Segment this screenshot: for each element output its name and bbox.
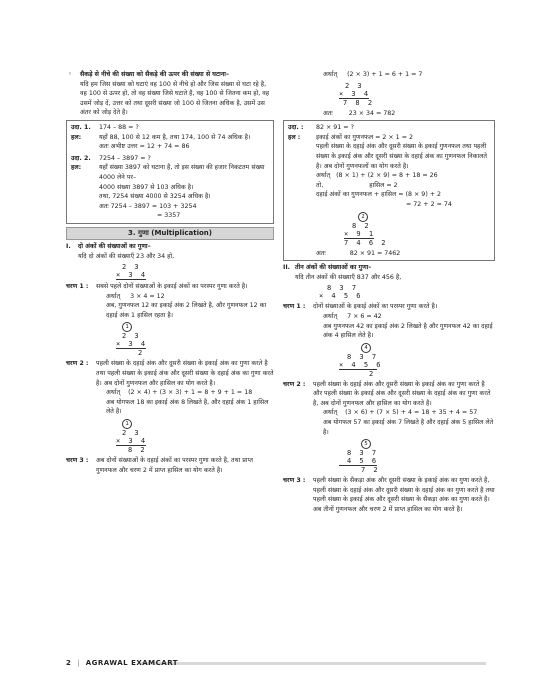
example-2-line-2: तथा, 7254 संख्या 4000 से 3254 अधिक है।	[99, 193, 211, 201]
carry-circle: 5	[361, 439, 371, 449]
right-step-2-calc: अर्थात् (3 × 6) + (7 × 5) + 4 = 18 + 35 + 4 = 57	[323, 409, 478, 417]
example-box-subtraction	[66, 120, 274, 224]
step-2: चरण 2 : पहली संख्या के दहाई अंक और दूसरी संख्या के इकाई अंक का गुणा करते है तथा पहली संख्या के इकाई अंक और दूसरी संख्या के दहाई अंक का गुणा करते है। अब दोनों गुणनफल और हासिल का योग करते है।	[66, 360, 274, 387]
right-step-3: चरण 3 : पहली संख्या के सैकड़ा अंक और दूसरी संख्या के इकाई अंक का गुणा करते है, पहली संख्या के दहाई अंक और दूसरी संख्या के दहाई अंक का गुणा करते है तथा पहली संख्या के इकाई अंक और दूसरी संख्या के सैकड़ा अंक का गुणा करते है। अब तीनों गुणनफल और चरण 2 में प्राप्त हासिल का योग करते है।	[283, 477, 495, 514]
example-solution-3: अर्थात् (8 × 1) + (2 × 9) = 8 + 18 = 26	[316, 172, 438, 180]
right-column	[283, 70, 495, 515]
multiplication-figure-6: 8 3 7 × 4 5 6	[319, 284, 363, 301]
example-2-line-4: = 3357	[157, 212, 181, 220]
example-solution-5: दहाई अंकों का गुणनफल + हासिल = (8 × 9) + 2	[316, 191, 442, 199]
right-calc: अर्थात् (2 × 3) + 1 = 6 + 1 = 7	[323, 71, 423, 78]
example-1-answer: अतः अभीष्ट उत्तर = 12 + 74 = 86	[99, 143, 190, 151]
step-2-note: अब योगफल 18 का इकाई अंक 8 लिखते है, और दहाई अंक 1 हासिल लेते है।	[106, 398, 269, 416]
multiplication-figure-2: 1 2 3 × 3 4 2	[116, 324, 148, 358]
multiplication-figure-1: 2 3 × 3 4	[116, 263, 148, 280]
example-2-question: उदा. 2. 7254 – 3897 = ?	[71, 154, 151, 162]
multiplication-figure-7: 4 8 3 7 × 4 5 6 2	[339, 344, 383, 378]
footer-separator: |	[77, 659, 80, 667]
step-1: चरण 1 : सबसे पहले दोनों संख्याओं के इकाई अंकों का परस्पर गुणा करते है।	[66, 283, 248, 291]
right-step-2-note: अब योगफल 57 का इकाई अंक 7 लिखते है और दहाई अंक 5 हासिल लेते है।	[323, 419, 494, 436]
example-1-question: उदा. 1. 174 – 88 = ?	[71, 123, 139, 131]
multiplication-figure-4: 2 3 × 3 4 7 8 2	[339, 81, 375, 107]
figure-underline	[116, 279, 146, 280]
example-2-solution: हल: यहाँ संख्या 3897 को घटाना है, तो इस संख्या की हजार निकटतम संख्या 4000 लेने पर–	[71, 164, 265, 181]
page-number: 2	[66, 659, 71, 667]
intro-bullet: ◦ सैकड़े से नीचे की संख्या को सैकड़े की ऊपर की संख्या से घटाना–	[68, 70, 230, 78]
part-2-text: यदि तीन अंकों की संख्याएँ 837 और 456 है,	[295, 273, 402, 281]
right-step-1: चरण 1 : दोनों संख्याओं के इकाई अंकों का परस्पर गुणा करते है।	[283, 303, 438, 311]
intro-text: यदि हम जिस संख्या को घटाएं वह 100 से नीचे हो और जिस संख्या से घटा रहे है, वह 100 से ऊपर हो, तो वह संख्या जिसे घटाते है, वह 100 से जितना कम हो, वह उसमें जोड़ दें, उत्तर को तथा दूसरी संख्या जो 100 से जितना अधिक है, उसमें उस अंतर को जोड़ देते है।	[80, 80, 270, 117]
right-step-2: चरण 2 : पहली संख्या के दहाई अंक और दूसरी संख्या के इकाई अंक का गुणा करते है और पहली संख्या के इकाई अंक और दूसरी संख्या के दहाई अंक का गुणा करते है, अब दोनों गुणनफल और हासिल का योग करते है।	[283, 380, 491, 407]
carry-circle: 2	[358, 212, 368, 222]
example-box-multiplication	[283, 120, 495, 261]
example-solution-6: = 72 + 2 = 74	[406, 200, 452, 208]
step-1-note: अब, गुणनफल 12 का इकाई अंक 2 लिखते है, और गुणनफल 12 का दहाई अंक 1 हासिल रहता है।	[106, 302, 267, 319]
right-step-1-note: अब गुणनफल 42 का इकाई अंक 2 लिखते है और गुणनफल 42 का दहाई अंक 4 हासिल लेते है।	[323, 322, 493, 340]
carry-circle: 1	[122, 322, 132, 332]
example-2-line-1: 4000 संख्या 3897 से 103 अधिक है।	[99, 183, 194, 191]
example-question: उदा. : 82 × 91 = ?	[288, 124, 354, 132]
step-1-calc: अर्थात् 3 × 4 = 12	[106, 292, 165, 300]
multiplication-figure-8: 5 8 3 7 4 5 6 7 2	[339, 439, 495, 474]
multiplication-figure-3: 1 2 3 × 3 4 8 2	[116, 421, 148, 455]
step-3: चरण 3 : अब दोनों संख्याओं के दहाई अंकों का परस्पर गुणा करते है, तथा प्राप्त गुणनफल और चरण 2 में प्राप्त हासिल का योग करते है।	[66, 457, 253, 474]
example-solution-4: तो, हासिल = 2	[316, 181, 398, 189]
carry-circle: 1	[122, 419, 132, 429]
part-2-heading: II. तीन अंकों की संख्याओं का गुणा–	[283, 264, 372, 272]
page-footer	[66, 657, 486, 669]
brand-name: AGRAWAL EXAMCART	[85, 659, 179, 667]
example-final-answer: अतः 82 × 91 = 7462	[316, 249, 401, 257]
multiplication-figure-5: 2 8 2 × 9 1 7 4 6 2	[344, 213, 388, 247]
bullet-icon: ◦	[68, 70, 73, 78]
carry-circle: 4	[361, 343, 371, 353]
example-solution-2: पहली संख्या के दहाई अंक और दूसरी संख्या के इकाई गुणनफल तथा पहली संख्या के इकाई अंक और दूसरी संख्या के दहाई अंक का गुणनफल निकालते है। अब दोनों गुणनफलों का योग करते है।	[316, 143, 487, 170]
part-1-heading: I. दो अंकों की संख्याओं का गुणा–	[66, 242, 151, 250]
part-1-text: यदि दो अंकों की संख्याएँ 23 और 34 हो,	[78, 252, 175, 260]
step-2-calc: अर्थात् (2 × 4) + (3 × 3) + 1 = 8 + 9 + 1 = 18	[106, 389, 253, 397]
example-2-line-3: अतः 7254 – 3897 = 103 + 3254	[99, 202, 197, 210]
right-step-1-calc: अर्थात् 7 × 6 = 42	[323, 312, 382, 320]
section-title-multiplication: 3. गुणा (Multiplication)	[66, 227, 274, 240]
example-solution-1: हल : इकाई अंकों का गुणनफल = 2 × 1 = 2	[288, 133, 413, 141]
left-column	[66, 70, 274, 475]
example-1-solution: हल: यहाँ 88, 100 से 12 कम है, तथा 174, 100 से 74 अधिक है।	[71, 133, 251, 141]
right-answer: अतः 23 × 34 = 782	[323, 109, 396, 117]
